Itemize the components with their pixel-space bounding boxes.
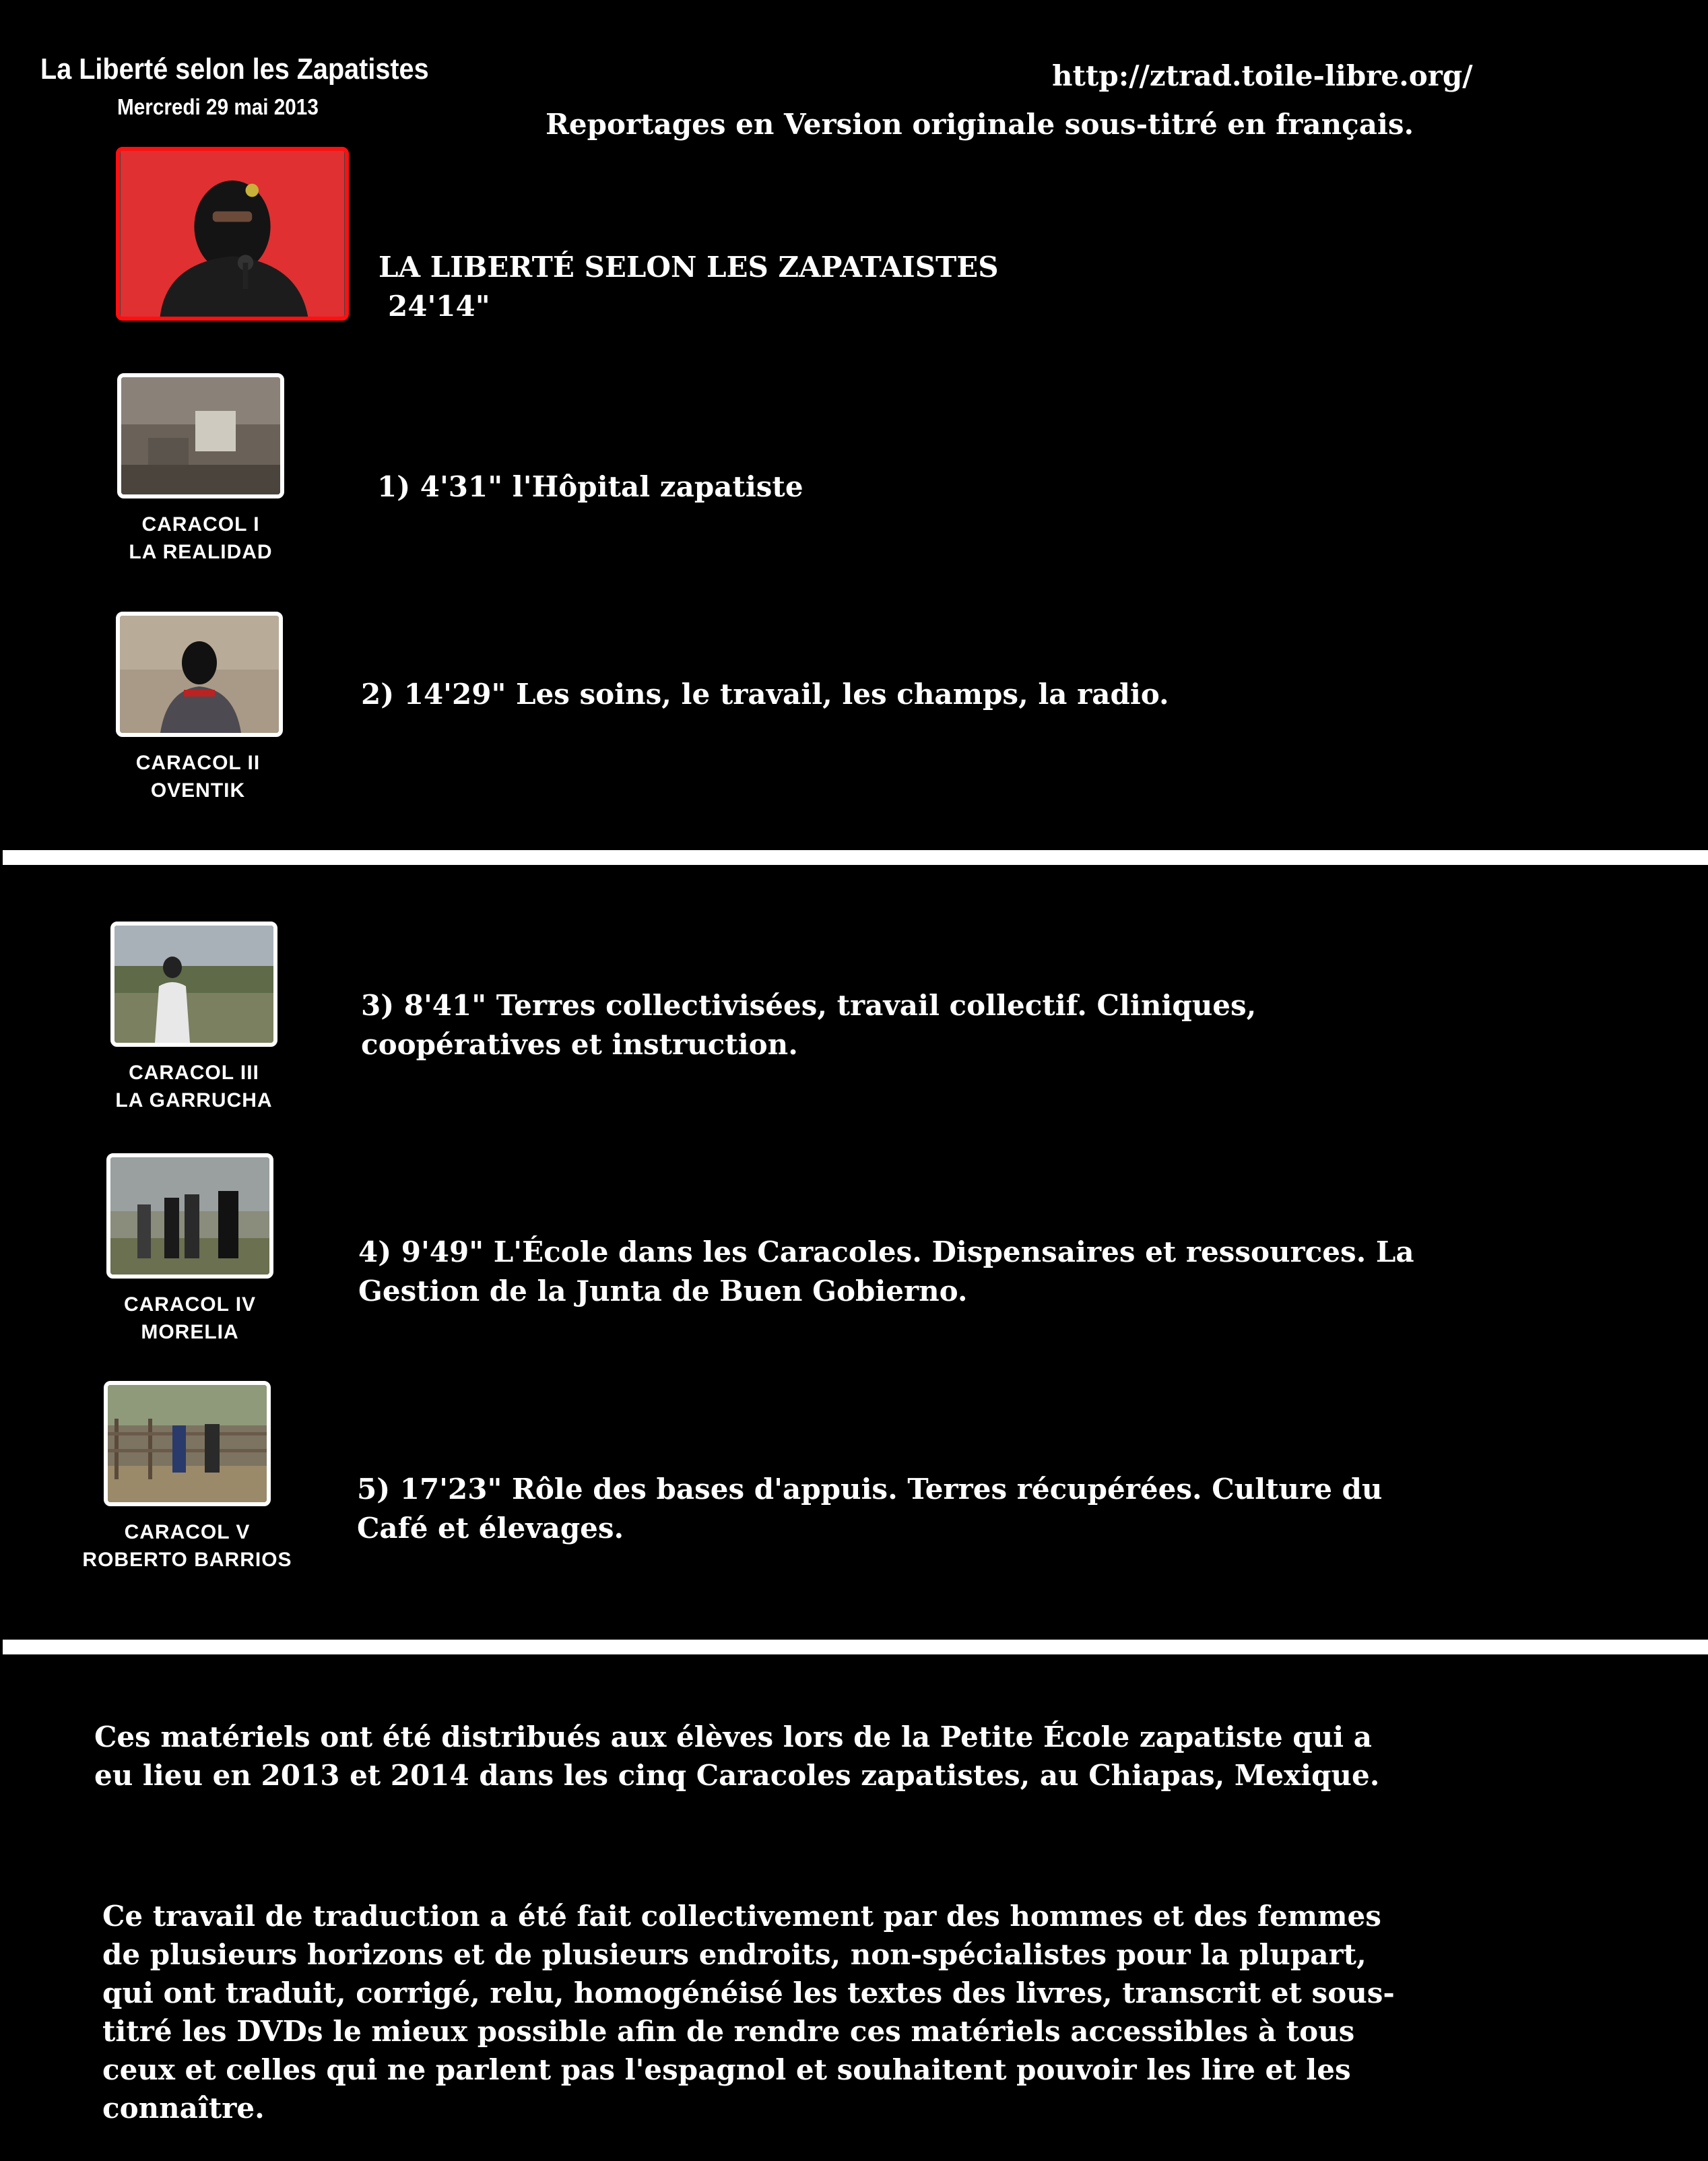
group-image (110, 1157, 269, 1275)
distribution-note-line-2: eu lieu en 2013 et 2014 dans les cinq Caracoles zapatistes, au Chiapas, Mexique. (94, 1759, 1380, 1792)
masked-person-image (120, 616, 279, 733)
caracol-2-description: 2) 14'29" Les soins, le travail, les champs, la radio. (361, 678, 1169, 711)
main-video-thumbnail[interactable] (116, 147, 349, 321)
caracol-2-name: CARACOL II (135, 752, 261, 774)
site-url[interactable]: http://ztrad.toile-libre.org/ (1052, 59, 1473, 92)
caracol-4-label (90, 1291, 290, 1346)
caracol-3-description-line-2: coopératives et instruction. (361, 1028, 798, 1061)
caracol-4-place: MORELIA (141, 1321, 239, 1343)
distribution-note (94, 1718, 1697, 1795)
hospital-image (121, 377, 280, 494)
translation-note-line-3: qui ont traduit, corrigé, relu, homogénéisé les textes des livres, transcrit et sous- (102, 1976, 1395, 2009)
caracol-5-description-line-2: Café et élevages. (357, 1512, 624, 1545)
caracol-3-label (94, 1059, 294, 1114)
masked-speaker-image (120, 151, 345, 317)
section-divider (3, 850, 1708, 865)
caracol-4-description-line-2: Gestion de la Junta de Buen Gobierno. (358, 1275, 968, 1308)
translation-note-line-6: connaître. (102, 2092, 265, 2125)
video-title: La Liberté selon les Zapatistes (40, 53, 429, 86)
caracol-3-name: CARACOL III (129, 1062, 259, 1084)
caracol-1-description: 1) 4'31" l'Hôpital zapatiste (377, 470, 803, 503)
video-date: Mercredi 29 mai 2013 (117, 94, 319, 119)
translation-note-line-2: de plusieurs horizons et de plusieurs endroits, non-spécialistes pour la plupart, (102, 1938, 1367, 1971)
caracol-1-name: CARACOL I (141, 513, 260, 536)
caracol-4-thumbnail[interactable] (106, 1153, 273, 1279)
caracol-5-description-line-1: 5) 17'23" Rôle des bases d'appuis. Terres récupérées. Culture du (357, 1473, 1383, 1506)
main-duration: 24'14" (388, 290, 490, 323)
caracol-4-description-line-1: 4) 9'49" L'École dans les Caracoles. Dispensaires et ressources. La (358, 1235, 1414, 1268)
caracol-4-description (358, 1233, 1699, 1311)
caracol-5-place: ROBERTO BARRIOS (82, 1549, 292, 1571)
caracol-3-thumbnail[interactable] (110, 922, 277, 1047)
caracol-2-thumbnail[interactable] (116, 612, 283, 737)
caracol-2-place: OVENTIK (150, 779, 246, 802)
caracol-1-label (101, 511, 300, 566)
section-divider (3, 1640, 1708, 1654)
caracol-1-thumbnail[interactable] (117, 373, 284, 498)
caracol-5-description (357, 1470, 1697, 1548)
caracol-1-place: LA REALIDAD (129, 541, 273, 563)
caracol-5-name: CARACOL V (124, 1521, 251, 1543)
subtitle-note: Reportages en Version originale sous-titré en français. (546, 108, 1414, 141)
corral-image (108, 1385, 267, 1502)
translation-note-line-5: ceux et celles qui ne parlent pas l'espagnol et souhaitent pouvoir les lire et les (102, 2053, 1351, 2086)
caracol-3-description (361, 986, 1681, 1064)
translation-note-line-4: titré les DVDs le mieux possible afin de rendre ces matériels accessibles à tous (102, 2015, 1355, 2048)
caracol-3-description-line-1: 3) 8'41" Terres collectivisées, travail collectif. Cliniques, (361, 989, 1257, 1022)
field-person-image (114, 926, 273, 1043)
caracol-3-place: LA GARRUCHA (115, 1089, 273, 1111)
translation-note-line-1: Ce travail de traduction a été fait collectivement par des hommes et des femmes (102, 1900, 1381, 1933)
translation-note (102, 1897, 1699, 2127)
distribution-note-line-1: Ces matériels ont été distribués aux élèves lors de la Petite École zapatiste qui a (94, 1720, 1372, 1753)
caracol-2-label (98, 749, 298, 804)
main-title: LA LIBERTÉ SELON LES ZAPATAISTES (379, 251, 999, 284)
caracol-5-thumbnail[interactable] (104, 1381, 271, 1506)
caracol-4-name: CARACOL IV (123, 1293, 257, 1316)
caracol-5-label (74, 1518, 300, 1574)
